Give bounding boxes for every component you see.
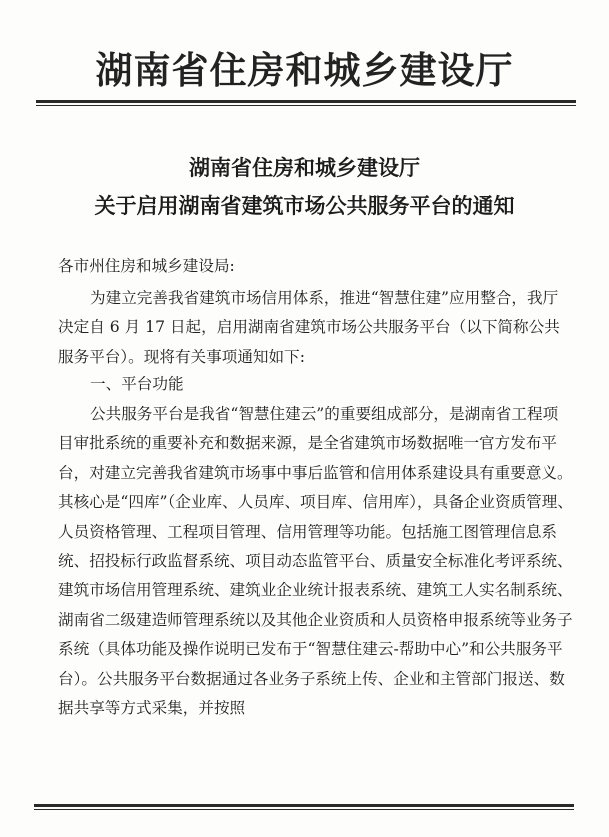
- notice-title-line1: 湖南省住房和城乡建设厅: [189, 156, 420, 180]
- letterhead-title: 湖南省住房和城乡建设厅: [95, 49, 514, 92]
- footer-rule-thin: [34, 809, 574, 810]
- paragraph-platform-functions: 公共服务平台是我省“智慧住建云”的重要组成部分，是湖南省工程项目审批系统的重要补充和数据来源，是全省建筑市场数据唯一官方发布平台，对建立完善我省建筑市场事中事后监管和信用体系建设具有重要意义。其核心是“四库”（企业库、人员库、项目库、信用库），具备企业资质管理、人员资格管理、工程项目管理、信用管理等功能。包括施工图管理信息系统、招投标行政监督系统、项目动态监管平台、质量安全标准化考评系统、建筑市场信用管理系统、建筑业企业统计报表系统、建筑工人实名制系统、湖南省二级建造师管理系统以及其他企业资质和人员资格申报系统等业务子系统（具体功能及操作说明已发布于“智慧住建云-帮助中心”和公共服务平台）。公共服务平台数据通过各业务子系统上传、企业和主管部门报送、数据共享等方式采集，并按照: [58, 405, 573, 718]
- section-heading-platform-functions: 一、平台功能: [90, 375, 184, 393]
- notice-title-line2: 关于启用湖南省建筑市场公共服务平台的通知: [94, 194, 515, 218]
- salutation: 各市州住房和城乡建设局:: [58, 257, 235, 275]
- paragraph-intro: 为建立完善我省建筑市场信用体系，推进“智慧住建”应用整合，我厅决定自 6 月 17 日起，启用湖南省建筑市场公共服务平台（以下简称公共服务平台）。现将有关事项通知如下:: [58, 289, 560, 366]
- letterhead-rule-thick: [36, 100, 576, 103]
- footer-rule-thick: [34, 804, 574, 807]
- letterhead-rule-thin: [36, 105, 576, 106]
